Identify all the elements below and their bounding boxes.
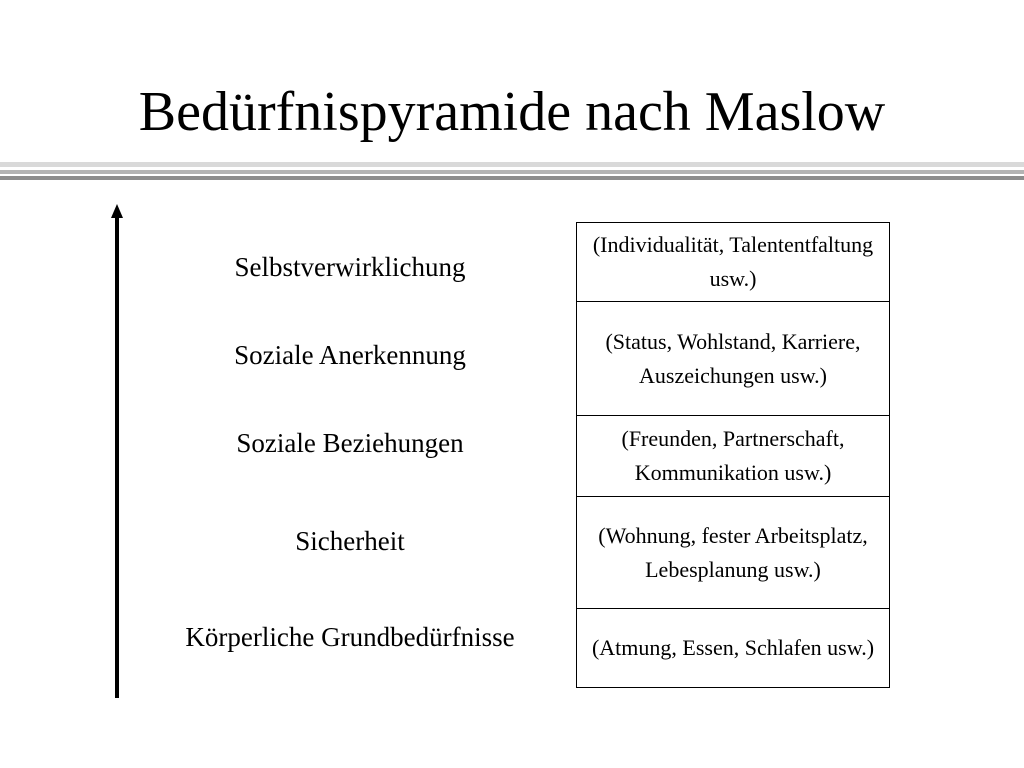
level-details-table: [576, 222, 890, 688]
level-label-koerperliche-grundbeduerfnisse: Körperliche Grundbedürfnisse: [185, 622, 515, 652]
detail-cell-soziale-anerkennung: (Status, Wohlstand, Karriere, Auszeichungen usw.): [577, 301, 889, 415]
title-divider-light: [0, 162, 1024, 167]
up-arrow-icon: [107, 204, 127, 698]
slide-title: Bedürfnispyramide nach Maslow: [138, 81, 886, 143]
level-label-soziale-anerkennung: Soziale Anerkennung: [234, 340, 466, 370]
level-label-soziale-beziehungen: Soziale Beziehungen: [236, 428, 464, 458]
title-divider-mid: [0, 170, 1024, 174]
detail-cell-soziale-beziehungen: (Freunden, Partnerschaft, Kommunikation usw.): [577, 415, 889, 496]
level-label-sicherheit: Sicherheit: [295, 526, 405, 556]
detail-cell-koerperliche-grundbeduerfnisse: (Atmung, Essen, Schlafen usw.): [577, 608, 889, 687]
title-divider-dark: [0, 176, 1024, 180]
detail-cell-sicherheit: (Wohnung, fester Arbeitsplatz, Lebesplanung usw.): [577, 496, 889, 608]
detail-cell-selbstverwirklichung: (Individualität, Talententfaltung usw.): [592, 232, 874, 291]
level-label-selbstverwirklichung: Selbstverwirklichung: [234, 252, 466, 282]
